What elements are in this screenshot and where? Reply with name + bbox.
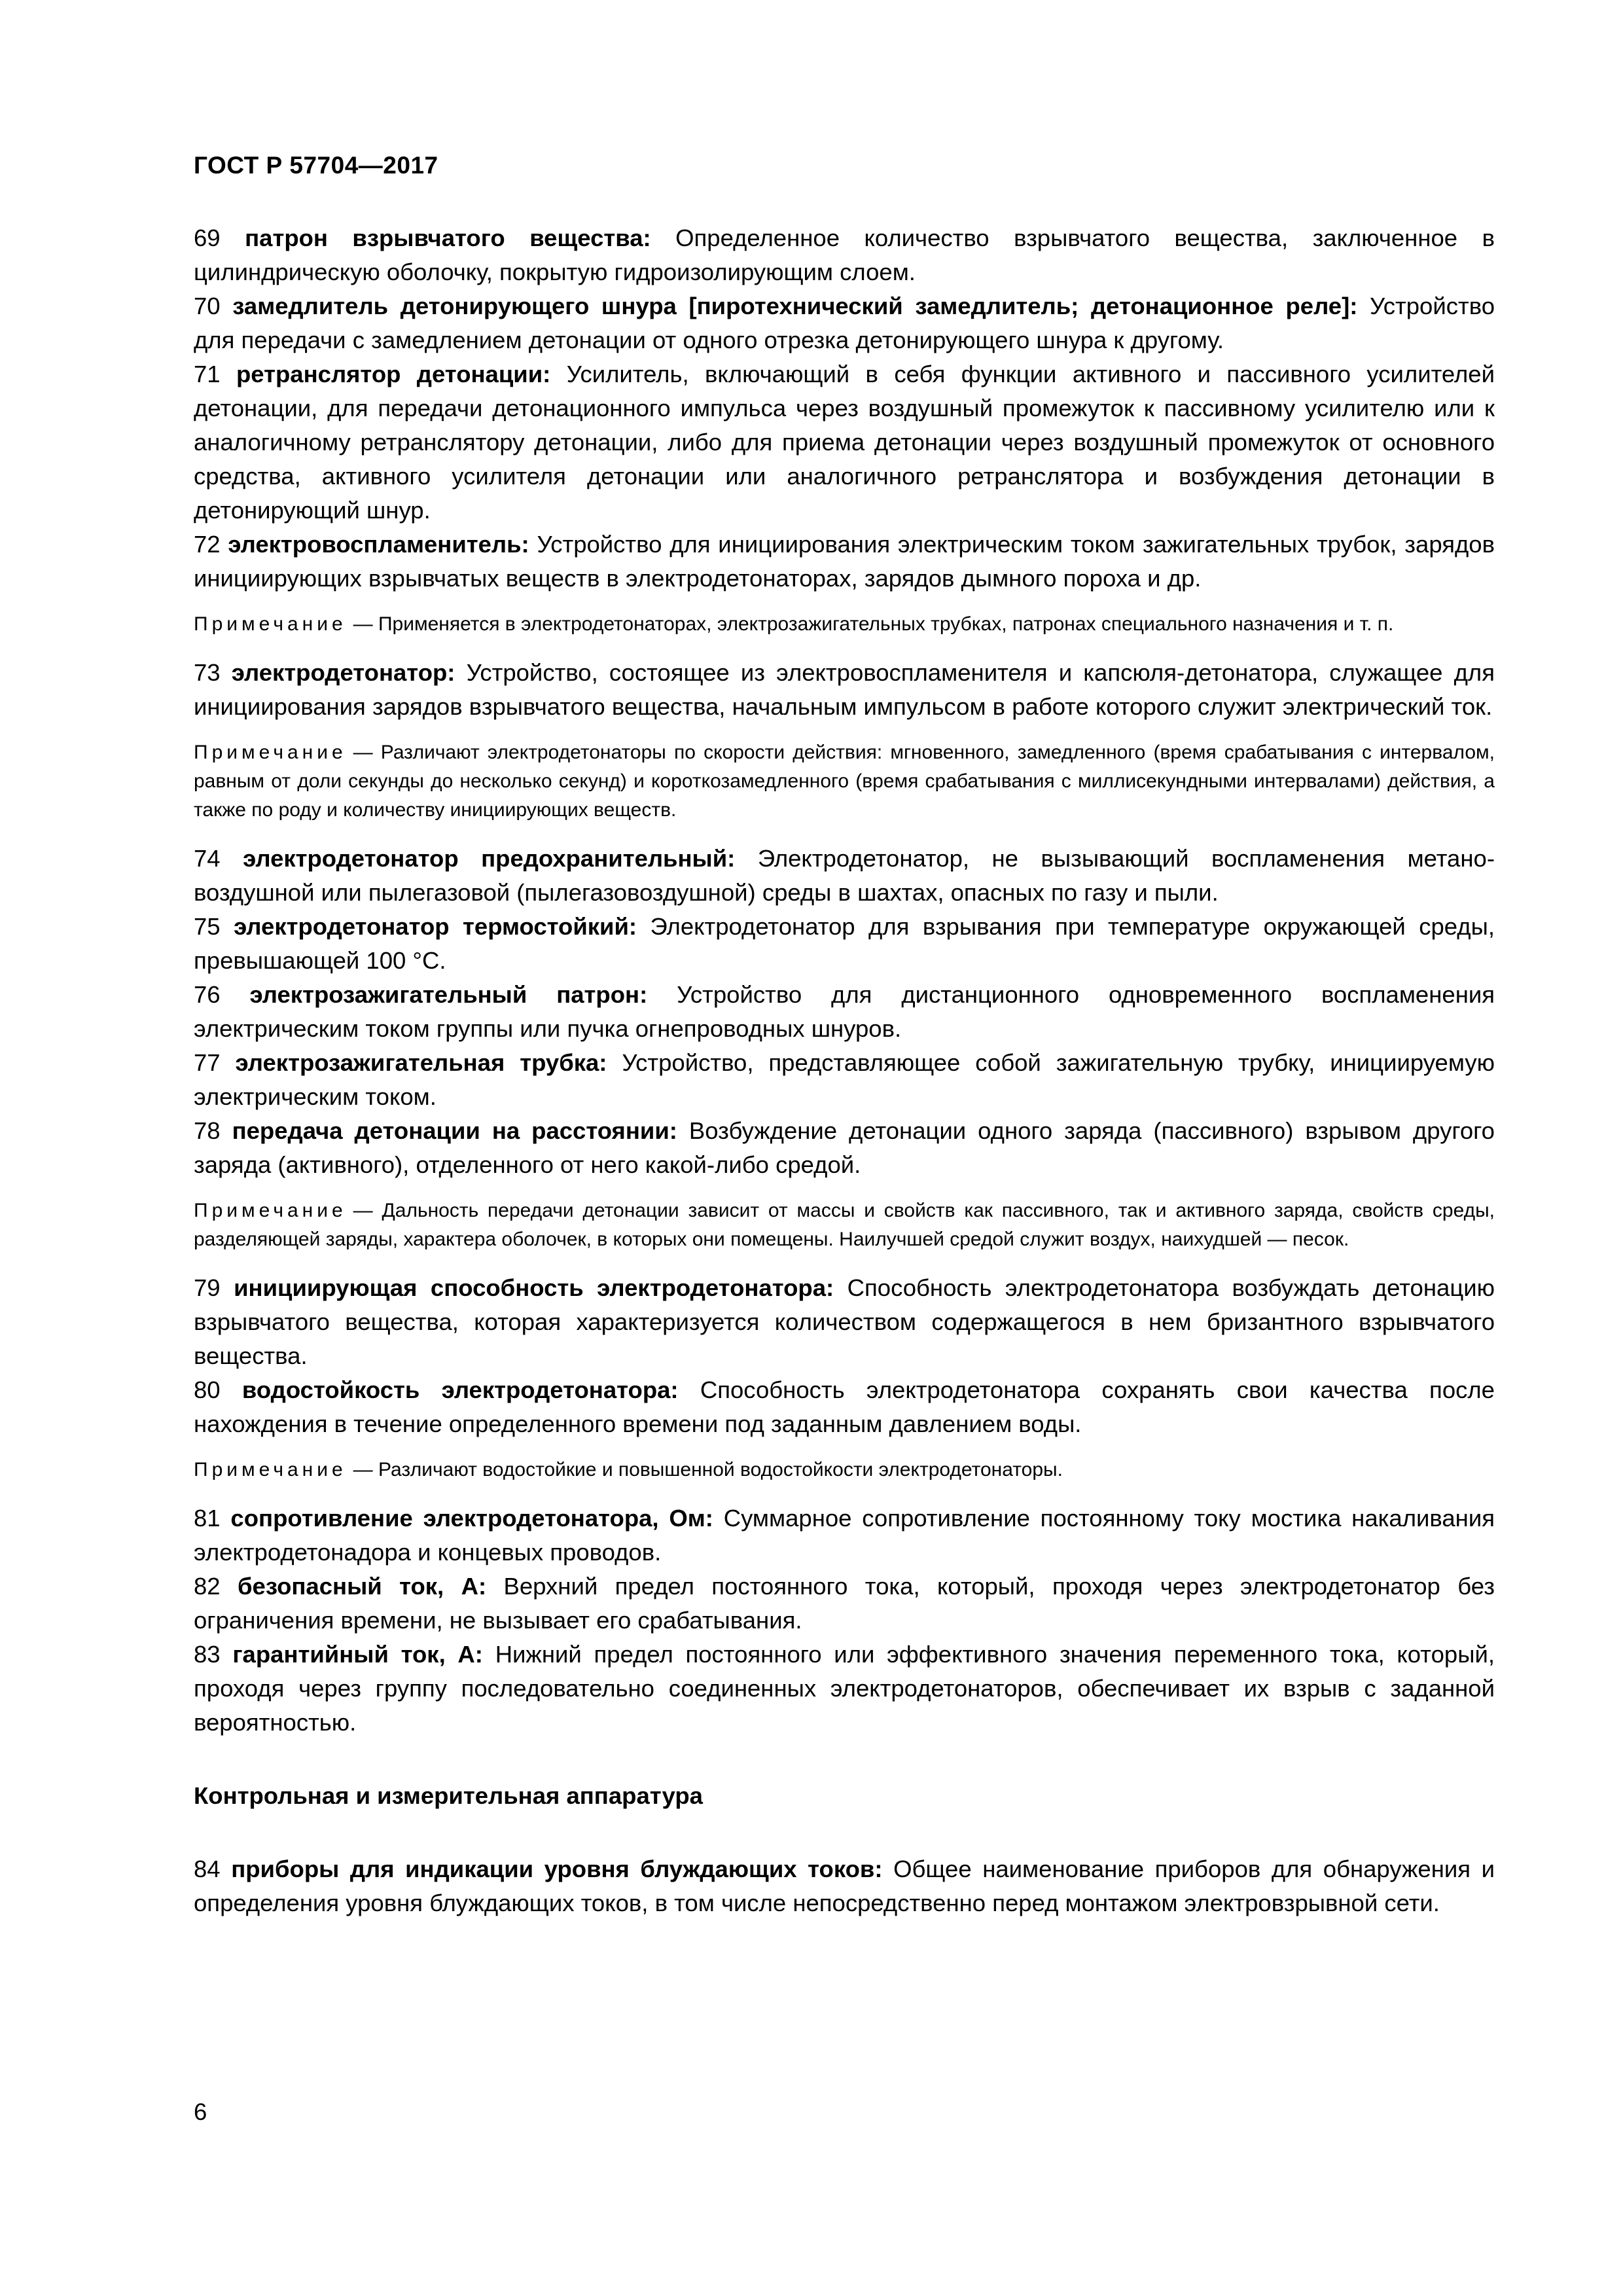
entry-definition: Усилитель, включающий в себя функции активного и пассивного усилителей детонации, для передачи детонационного импульса через воздушный промежуток к пассивному усилителю или к аналогичному ретранслятору детонации, либо для приема детонации через воздушный промежуток от основного средства, активного усилителя детонации или аналогичного ретранслятора и возбуждения детонации в детонирующий шнур. [194, 361, 1495, 524]
entry-definition: Устройство, состоящее из электровоспламенителя и капсюля-детонатора, служащее для инициирования зарядов взрывчатого вещества, начальным импульсом в работе которого служит электрический ток. [194, 659, 1495, 720]
entry-number: 81 [194, 1505, 221, 1532]
note-label: Примечание [194, 742, 347, 763]
term-entry-78 [194, 1114, 1495, 1182]
entry-number: 79 [194, 1274, 221, 1301]
entry-definition: Определенное количество взрывчатого вещества, заключенное в цилиндрическую оболочку, покрытую гидроизолирующим слоем. [194, 224, 1495, 285]
entry-number: 78 [194, 1117, 221, 1144]
note-73 [194, 738, 1495, 825]
entry-term: электрозажигательный патрон: [249, 981, 648, 1008]
note-label: Примечание [194, 1459, 347, 1480]
entry-definition: Нижний предел постоянного или эффективного значения переменного тока, который, проходя через группу последовательно соединенных электродетонаторов, обеспечивает их взрыв с заданной вероятностью. [194, 1641, 1495, 1736]
note-text: — Дальность передачи детонации зависит от массы и свойств как пассивного, так и активного заряда, свойств среды, разделяющей заряды, характера оболочек, в которых они помещены. Наилучшей средой служит воздух, наихудшей — песок. [194, 1200, 1495, 1250]
term-entry-72 [194, 528, 1495, 596]
terms-list [194, 221, 1495, 1920]
term-entry-73 [194, 656, 1495, 724]
entry-term: гарантийный ток, А: [232, 1641, 483, 1668]
entry-number: 73 [194, 659, 221, 686]
page-number: 6 [194, 2098, 207, 2125]
entry-definition: Верхний предел постоянного тока, который, проходя через электродетонатор без ограничения времени, не вызывает его срабатывания. [194, 1573, 1495, 1634]
term-entry-81 [194, 1501, 1495, 1570]
entry-number: 69 [194, 224, 221, 251]
entry-term: сопротивление электродетонатора, Ом: [230, 1505, 713, 1532]
entry-term: водостойкость электродетонатора: [241, 1376, 679, 1403]
entry-term: электродетонатор термостойкий: [234, 913, 637, 940]
entry-definition: Способность электродетонатора сохранять свои качества после нахождения в течение определенного времени под заданным давлением воды. [194, 1376, 1495, 1437]
entry-definition: Устройство для инициирования электрическим током зажигательных трубок, зарядов инициирующих взрывчатых веществ в электродетонаторах, зарядов дымного пороха и др. [194, 531, 1495, 592]
term-entry-84 [194, 1852, 1495, 1920]
entry-definition: Электродетонатор для взрывания при температуре окружающей среды, превышающей 100 °С. [194, 913, 1495, 974]
term-entry-82 [194, 1570, 1495, 1638]
term-entry-69 [194, 221, 1495, 289]
entry-number: 72 [194, 531, 221, 558]
document-header-code: ГОСТ Р 57704—2017 [194, 152, 438, 179]
entry-number: 82 [194, 1573, 221, 1600]
note-78 [194, 1196, 1495, 1254]
entry-number: 84 [194, 1856, 221, 1882]
entry-definition: Электродетонатор, не вызывающий воспламенения метано-воздушной или пылегазовой (пылегазовоздушной) среды в шахтах, опасных по газу и пыли. [194, 845, 1495, 906]
note-text: — Различают водостойкие и повышенной водостойкости электродетонаторы. [353, 1459, 1063, 1480]
entry-definition: Устройство для передачи с замедлением детонации от одного отрезка детонирующего шнура к другому. [194, 293, 1495, 353]
entry-number: 74 [194, 845, 221, 872]
section-heading: Контрольная и измерительная аппаратура [194, 1782, 703, 1809]
entry-term: электродетонатор: [231, 659, 455, 686]
entry-number: 77 [194, 1049, 221, 1076]
entry-term: ретранслятор детонации: [236, 361, 551, 387]
term-entry-80 [194, 1373, 1495, 1441]
term-entry-77 [194, 1046, 1495, 1114]
entry-term: замедлитель детонирующего шнура [пиротехнический замедлитель; детонационное реле]: [232, 293, 1358, 319]
entry-definition: Устройство, представляющее собой зажигательную трубку, инициируемую электрическим током. [194, 1049, 1495, 1110]
term-entry-71 [194, 357, 1495, 528]
entry-definition: Суммарное сопротивление постоянному току мостика накаливания электродетонадора и концевых проводов. [194, 1505, 1495, 1566]
term-entry-83 [194, 1638, 1495, 1740]
note-label: Примечание [194, 1200, 347, 1221]
note-text: — Различают электродетонаторы по скорости действия: мгновенного, замедленного (время срабатывания с интервалом, равным от доли секунды до несколько секунд) и короткозамедленного (время срабатывания с миллисекундными интервалами) действия, а также по роду и количеству инициирующих веществ. [194, 742, 1495, 821]
entry-term: безопасный ток, А: [238, 1573, 487, 1600]
entry-number: 83 [194, 1641, 221, 1668]
entry-number: 76 [194, 981, 221, 1008]
term-entry-74 [194, 842, 1495, 910]
entry-number: 71 [194, 361, 221, 387]
entry-definition: Общее наименование приборов для обнаружения и определения уровня блуждающих токов, в том числе непосредственно перед монтажом электровзрывной сети. [194, 1856, 1495, 1916]
note-label: Примечание [194, 613, 347, 635]
entry-number: 80 [194, 1376, 221, 1403]
entry-term: электровоспламенитель: [228, 531, 529, 558]
entry-term: электрозажигательная трубка: [235, 1049, 607, 1076]
term-entry-76 [194, 978, 1495, 1046]
entry-number: 75 [194, 913, 221, 940]
entry-term: передача детонации на расстоянии: [232, 1117, 677, 1144]
term-entry-75 [194, 910, 1495, 978]
term-entry-70 [194, 289, 1495, 357]
entry-term: электродетонатор предохранительный: [243, 845, 736, 872]
entry-definition: Способность электродетонатора возбуждать детонацию взрывчатого вещества, которая характеризуется количеством содержащегося в нем бризантного взрывчатого вещества. [194, 1274, 1495, 1369]
note-80 [194, 1456, 1495, 1484]
entry-definition: Устройство для дистанционного одновременного воспламенения электрическим током группы или пучка огнепроводных шнуров. [194, 981, 1495, 1042]
note-72 [194, 610, 1495, 639]
term-entry-79 [194, 1271, 1495, 1373]
note-text: — Применяется в электродетонаторах, электрозажигательных трубках, патронах специального назначения и т. п. [353, 613, 1394, 635]
entry-number: 70 [194, 293, 221, 319]
entry-term: приборы для индикации уровня блуждающих токов: [231, 1856, 883, 1882]
entry-term: патрон взрывчатого вещества: [245, 224, 651, 251]
entry-term: инициирующая способность электродетонатора: [234, 1274, 834, 1301]
entry-definition: Возбуждение детонации одного заряда (пассивного) взрывом другого заряда (активного), отделенного от него какой-либо средой. [194, 1117, 1495, 1178]
